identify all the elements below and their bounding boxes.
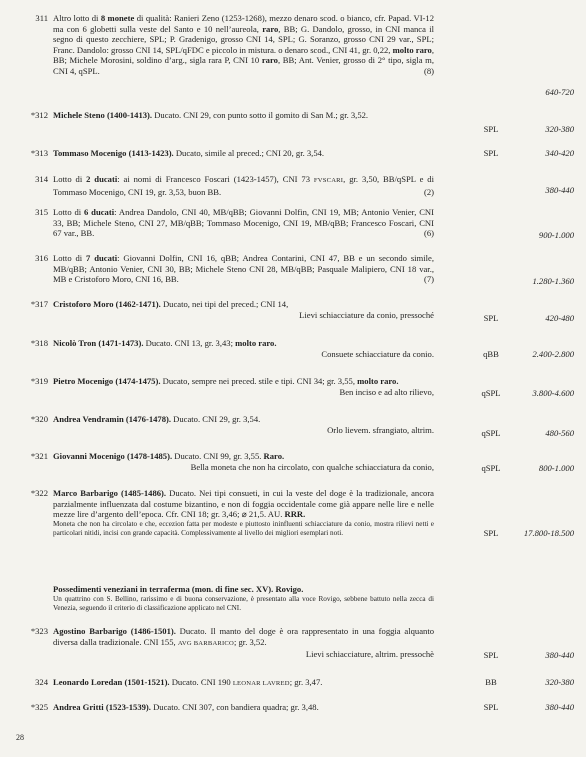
lot-text-run: , BB; Michele Morosini, soldino d’arg., sigla rara P, CNI 10	[53, 44, 434, 66]
lot-description	[53, 253, 434, 285]
lot-text-run: Lotto di	[53, 207, 85, 217]
lot-estimate: 320-380	[545, 124, 574, 134]
lot-number: *321	[30, 451, 48, 461]
lot-text	[53, 677, 434, 690]
lot-text	[53, 13, 434, 77]
lot-description	[53, 677, 434, 690]
lot-text-run: Giovanni Mocenigo (1478-1485).	[53, 451, 173, 461]
lot-number: 315	[35, 207, 48, 217]
lot-estimate: 380-440	[545, 702, 574, 712]
lot-text-run: Ducato, sempre nei preced. stile e tipi. CNI 34; gr. 3,55,	[160, 376, 358, 386]
page-number: 28	[16, 733, 24, 742]
lot-count: (6)	[423, 228, 434, 239]
lot-text-run: Ducato. CNI 29, con punto sotto il gomito di San M.; gr. 3,52.	[152, 110, 369, 120]
lot-text-run: Cristoforo Moro (1462-1471).	[53, 299, 161, 309]
lot-text-run: : Giovanni Dolfin, CNI 16, qBB; Andrea Contarini, CNI 47, BB e un secondo simile, MB/qBB; Antonio Venier, CNI 30, BB; Michele Steno CNI 28, MB/qBB; Pasquale Malipiero, CNI 18 var., MB e Cristoforo Moro, CNI 16, BB.	[53, 253, 434, 285]
lot-text	[53, 376, 434, 397]
lot-text	[53, 451, 434, 462]
lot-estimate: 800-1.000	[538, 463, 574, 473]
lot-text-run: Nicolò Tron (1471-1473).	[53, 338, 144, 348]
lot-estimate: 380-440	[545, 650, 574, 660]
lot-text-run: Leonardo Loredan (1501-1521).	[53, 677, 170, 687]
lot-text-run: Andrea Vendramin (1476-1478).	[53, 414, 172, 424]
lot-condition: qBB	[483, 349, 499, 359]
lot-text-run: raro	[262, 23, 279, 34]
lot-condition: SPL	[483, 148, 499, 158]
lot-text-run: : Andrea Dandolo, CNI 40, MB/qBB; Giovanni Dolfin, CNI 19, MB; Antonio Venier, CNI 33, BB; Michele Steno, CNI 27, MB/qBB; Tommaso Mocenigo, CNI 19, MB/qBB; Francesco Foscari, CNI 67 var., BB.	[53, 207, 434, 239]
lot-count: (7)	[423, 274, 434, 285]
lot-text-run: raro	[261, 55, 278, 66]
section-text: Un quattrino con S. Bellino, rarissimo e di buona conservazione, è presentato alla voce Rovigo, sebbene battuto nella zecca di Venezia, seguendo il criterio di classificazione applicato nel CNI.	[53, 594, 434, 612]
lot-number: *313	[30, 148, 48, 158]
lot-text	[53, 299, 434, 310]
lot-text-run: 2 ducati	[86, 174, 118, 184]
lot-text	[53, 253, 434, 285]
lot-text	[53, 414, 434, 425]
lot-text-run: Agostino Barbarigo (1486-1501).	[53, 626, 176, 636]
lot-number: *322	[30, 488, 48, 498]
lot-number: *325	[30, 702, 48, 712]
lot-text-run: Andrea Gritti (1523-1539).	[53, 702, 151, 712]
lot-text-run: Ducato. Il manto del doge è ora rappresentato in una foggia alquanto diversa dalla tradizionale. CNI 155,	[53, 626, 434, 647]
lot-description	[53, 338, 434, 359]
lot-condition: SPL	[483, 124, 499, 134]
lot-description	[53, 376, 434, 397]
section-heading: Possedimenti veneziani in terraferma (mon. di fine sec. XV). Rovigo.	[53, 584, 304, 594]
lot-description	[53, 148, 434, 159]
lot-text-run: Lotto di	[53, 174, 87, 184]
lot-condition: qSPL	[481, 428, 501, 438]
lot-text-run: : ai nomi di Francesco Foscari (1423-1457), CNI 73	[117, 174, 314, 184]
lot-description	[53, 414, 434, 435]
lot-number: *319	[30, 376, 48, 386]
lot-text-run: Ducato, nei tipi del preced.; CNI 14,	[160, 299, 289, 309]
lot-number: *318	[30, 338, 48, 348]
lot-text-run: Michele Steno (1400-1413).	[53, 110, 153, 120]
lot-text	[53, 702, 434, 713]
lot-text-run: 7 ducati	[86, 253, 118, 263]
lot-description	[53, 207, 434, 239]
lot-text	[53, 110, 434, 121]
lot-text-run: , BB; G. Dandolo, grosso, in CNI manca il segno di questo zecchiere, SPL; P. Gradenigo, grosso CNI 14, SPL; G. Soranzo, grosso CNI 29 var., SPL; Franc. Dandolo: grosso CNI 14, SPL/qFDC e piccolo in mistura. o denaro scod., CNI 41, gr. 0,22,	[53, 23, 434, 55]
lot-condition: SPL	[483, 702, 499, 712]
lot-text-run: 6 ducati	[84, 207, 115, 217]
lot-note: Moneta che non ha circolato e che, eccezion fatta per modeste e piuttosto ininfluenti schiacciature da conio, mostra rilievi netti e particolari nitidi, incisi con grande capacità. Complessivamente al livello dei migliori esemplari noti.	[53, 519, 434, 537]
lot-text-run: ; gr. 3,47.	[289, 677, 323, 687]
lot-remark: Consuete schiacciature da conio.	[321, 348, 434, 359]
lot-text-run: Ducato. CNI 29, gr. 3,54.	[171, 414, 261, 424]
lot-text-run: Marco Barbarigo (1485-1486).	[53, 488, 167, 498]
lot-number: *312	[30, 110, 48, 120]
lot-remark: Lievi schiacciature da conio, pressoché	[299, 309, 434, 320]
lot-text	[53, 488, 434, 520]
lot-text-run: Tommaso Mocenigo (1413-1423).	[53, 148, 174, 158]
lot-number: *320	[30, 414, 48, 424]
lot-remark: Orlo lievem. sfrangiato, altrim.	[327, 424, 434, 435]
lot-estimate: 380-440	[545, 185, 574, 195]
lot-estimate: 17.800-18.500	[523, 528, 574, 538]
lot-description	[53, 451, 434, 472]
lot-condition: qSPL	[481, 463, 501, 473]
lot-description	[53, 488, 434, 538]
lot-text-run: Ducato. CNI 13, gr. 3,43;	[143, 338, 236, 348]
lot-text-run: Ducato. CNI 307, con bandiera quadra; gr. 3,48.	[150, 702, 319, 712]
lot-text-run: , gr. 3,50, BB/qSPL e di Tommaso Mocenigo, CNI 19, gr. 3,53, buon BB.	[53, 174, 434, 197]
lot-count: (8)	[423, 65, 434, 76]
lot-text-run: Lotto di	[53, 253, 87, 263]
lot-estimate: 2.400-2.800	[532, 349, 574, 359]
lot-description	[53, 174, 434, 197]
lot-condition: BB	[485, 677, 497, 687]
lot-estimate: 3.800-4.600	[532, 388, 574, 398]
lot-text	[53, 148, 434, 159]
lot-estimate: 340-420	[545, 148, 574, 158]
lot-description	[53, 299, 434, 320]
lot-number: *317	[30, 299, 48, 309]
lot-estimate: 420-480	[545, 313, 574, 323]
lot-text-run: Ducato. CNI 190	[169, 677, 233, 687]
lot-text-run: Ducato. Nei tipi consueti, in cui la veste del doge è la tradizionale, ancora parzialmente influenzata dal costume bizantino, e non di foggia occidentale come già appare nelle lire e nelle mezze lire d’argento dell’epoca. Cfr. CNI 18; gr. 3,46; ⌀ 21,5. AU.	[53, 488, 434, 520]
lot-count: (2)	[423, 186, 434, 197]
lot-number: 324	[35, 677, 48, 687]
lot-number: 311	[35, 13, 48, 23]
lot-text-run: Ducato, simile al preced.; CNI 20, gr. 3,54.	[173, 148, 325, 158]
lot-text-run: , BB; Ant. Venier, grosso di 2° tipo, sigla m, CNI 4, qSPL.	[53, 55, 435, 76]
lot-text-run: Ducato. CNI 99, gr. 3,55.	[172, 451, 264, 461]
lot-remark: Bella moneta che non ha circolato, con qualche schiacciatura da conio,	[190, 461, 434, 472]
lot-estimate: 1.280-1.360	[532, 276, 574, 286]
lot-text-run: ; gr. 3,52.	[233, 636, 267, 647]
lot-description	[53, 626, 434, 660]
lot-text	[53, 174, 434, 197]
lot-condition: SPL	[483, 528, 499, 538]
lot-estimate: 640-720	[545, 87, 574, 97]
lot-text-run: LEONAR LAVRED	[232, 680, 290, 687]
lot-text	[53, 626, 434, 649]
lot-description	[53, 110, 434, 121]
lot-condition: SPL	[483, 313, 499, 323]
lot-estimate: 900-1.000	[538, 230, 574, 240]
lot-text-run: molto raro.	[357, 376, 399, 386]
lot-number: *323	[30, 626, 48, 636]
lot-text-run: RRR.	[284, 509, 306, 520]
lot-remark: Lievi schiacciature, altrim. pressochè	[305, 649, 434, 660]
lot-text-run: Raro.	[263, 451, 285, 461]
lot-text-run: Altro lotto di	[53, 13, 101, 23]
lot-number: 316	[35, 253, 48, 263]
lot-condition: qSPL	[481, 388, 501, 398]
lot-text-run: 8 monete	[100, 13, 135, 23]
lot-text-run: AVG BARBARICO	[177, 639, 234, 647]
lot-text	[53, 207, 434, 239]
lot-remark: Ben inciso e ad alto rilievo,	[339, 386, 434, 397]
lot-description	[53, 13, 434, 77]
lot-text-run: molto raro	[392, 44, 432, 55]
lot-text-run: molto raro.	[235, 338, 277, 348]
lot-estimate: 480-560	[545, 428, 574, 438]
lot-text-run: FVSCARI	[313, 177, 344, 184]
lot-text-run: Pietro Mocenigo (1474-1475).	[53, 376, 161, 386]
lot-description	[53, 702, 434, 713]
lot-text-run: di qualità: Ranieri Zeno (1253-1268), mezzo denaro scod. o bianco, cfr. Papad. VI-12 ma con 6 globetti sulla veste del Santo e 10 nell’aureola,	[53, 13, 435, 34]
lot-condition: SPL	[483, 650, 499, 660]
lot-number: 314	[35, 174, 48, 184]
lot-text	[53, 338, 434, 349]
section-rovigo	[53, 584, 434, 613]
lot-estimate: 320-380	[545, 677, 574, 687]
